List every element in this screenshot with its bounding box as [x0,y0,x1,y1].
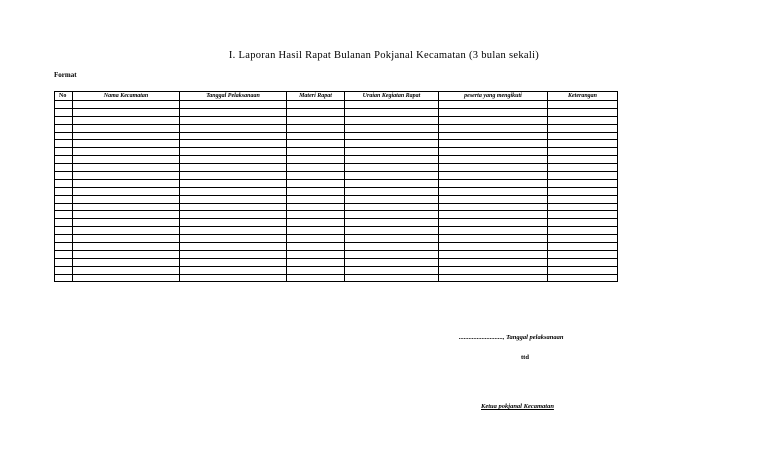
table-cell [73,164,180,172]
table-cell [345,101,439,109]
table-cell [73,156,180,164]
table-cell [345,211,439,219]
table-cell [287,250,345,258]
table-cell [73,195,180,203]
table-cell [439,140,548,148]
table-cell [439,179,548,187]
table-cell [73,140,180,148]
table-cell [180,179,287,187]
table-cell [287,219,345,227]
table-cell [55,250,73,258]
table-cell [73,219,180,227]
table-cell [548,187,618,195]
table-cell [345,219,439,227]
table-cell [345,124,439,132]
table-cell [439,116,548,124]
table-cell [287,164,345,172]
table-cell [55,203,73,211]
table-cell [73,187,180,195]
table-row [55,164,618,172]
column-header: peserta yang mengikuti [439,92,548,101]
table-cell [345,132,439,140]
table-cell [73,116,180,124]
table-cell [548,219,618,227]
table-cell [439,108,548,116]
table-cell [439,250,548,258]
table-cell [345,156,439,164]
document-title: I. Laporan Hasil Rapat Bulanan Pokjanal Kecamatan (3 bulan sekali) [228,50,540,61]
table-cell [55,140,73,148]
table-cell [55,266,73,274]
table-cell [73,274,180,282]
table-cell [287,187,345,195]
table-cell [287,156,345,164]
table-row [55,235,618,243]
table-cell [439,132,548,140]
table-cell [55,243,73,251]
table-cell [73,132,180,140]
table-row [55,101,618,109]
table-cell [180,258,287,266]
table-cell [73,124,180,132]
table-cell [439,227,548,235]
table-cell [73,235,180,243]
table-cell [287,203,345,211]
table-cell [55,124,73,132]
table-cell [345,195,439,203]
table-row [55,266,618,274]
table-cell [548,203,618,211]
table-cell [180,203,287,211]
table-cell [345,164,439,172]
table-row [55,250,618,258]
table-header-row [55,92,618,101]
table-cell [180,132,287,140]
table-cell [73,179,180,187]
table-cell [439,124,548,132]
table-cell [73,243,180,251]
table-cell [55,116,73,124]
table-cell [180,211,287,219]
table-cell [180,101,287,109]
table-cell [439,258,548,266]
table-cell [345,243,439,251]
table-cell [180,108,287,116]
table-row [55,172,618,180]
table-cell [180,266,287,274]
table-cell [548,116,618,124]
table-row [55,108,618,116]
table-cell [345,235,439,243]
column-header: No [55,92,73,101]
table-cell [55,164,73,172]
table-row [55,132,618,140]
table-cell [73,108,180,116]
signature-ttd: ttd [521,354,529,361]
table-cell [548,164,618,172]
table-cell [73,203,180,211]
table-cell [55,101,73,109]
report-table [54,91,618,282]
table-cell [439,172,548,180]
table-cell [55,179,73,187]
table-cell [180,243,287,251]
table-cell [180,140,287,148]
table-cell [73,101,180,109]
table-cell [345,227,439,235]
table-cell [55,148,73,156]
table-row [55,148,618,156]
table-cell [55,227,73,235]
table-cell [345,108,439,116]
table-cell [345,203,439,211]
table-cell [287,148,345,156]
table-cell [55,132,73,140]
table-cell [439,243,548,251]
table-cell [548,156,618,164]
table-cell [287,227,345,235]
table-cell [287,124,345,132]
table-row [55,203,618,211]
table-cell [287,101,345,109]
table-cell [287,116,345,124]
table-cell [287,258,345,266]
table-cell [180,172,287,180]
column-header: Nama Kecamatan [73,92,180,101]
table-cell [548,132,618,140]
column-header: Tanggal Pelaksanaan [180,92,287,101]
table-cell [287,132,345,140]
table-cell [439,235,548,243]
table-cell [548,108,618,116]
table-cell [287,108,345,116]
column-header: Materi Rapat [287,92,345,101]
table-cell [548,243,618,251]
table-cell [73,266,180,274]
table-cell [73,211,180,219]
table-cell [345,250,439,258]
table-row [55,274,618,282]
table-cell [548,266,618,274]
table-cell [439,148,548,156]
table-cell [55,187,73,195]
table-cell [180,116,287,124]
table-cell [287,211,345,219]
table-cell [548,235,618,243]
table-cell [548,227,618,235]
table-cell [55,274,73,282]
table-cell [287,195,345,203]
table-cell [548,101,618,109]
table-row [55,140,618,148]
table-cell [548,172,618,180]
column-header: Keterangan [548,92,618,101]
table-cell [180,124,287,132]
table-cell [180,156,287,164]
table-cell [345,116,439,124]
table-cell [345,187,439,195]
signature-name: Ketua pokjanal Kecamatan [481,403,554,410]
table-cell [287,243,345,251]
table-cell [55,258,73,266]
table-cell [439,101,548,109]
table-cell [55,219,73,227]
table-cell [548,258,618,266]
table-cell [345,266,439,274]
format-label: Format [54,71,77,79]
table-cell [73,250,180,258]
signature-date-line: ..........................., Tanggal pelaksanaan [459,334,564,341]
table-cell [439,187,548,195]
table-cell [439,203,548,211]
table-cell [548,124,618,132]
table-cell [439,274,548,282]
table-cell [55,195,73,203]
table-row [55,156,618,164]
table-cell [180,219,287,227]
table-cell [439,156,548,164]
table-cell [548,148,618,156]
table-cell [55,108,73,116]
table-cell [548,211,618,219]
table-cell [345,274,439,282]
table-row [55,179,618,187]
table-cell [55,211,73,219]
table-cell [180,274,287,282]
table-cell [287,274,345,282]
table-cell [439,195,548,203]
table-cell [73,258,180,266]
table-cell [287,140,345,148]
table-cell [55,235,73,243]
table-cell [548,250,618,258]
table-cell [287,172,345,180]
table-cell [345,258,439,266]
table-cell [73,227,180,235]
table-cell [345,140,439,148]
table-cell [287,266,345,274]
table-cell [55,172,73,180]
table-cell [180,250,287,258]
table-cell [287,235,345,243]
table-row [55,219,618,227]
table-cell [439,211,548,219]
table-row [55,211,618,219]
table-cell [345,148,439,156]
table-cell [73,148,180,156]
table-cell [180,187,287,195]
table-cell [180,164,287,172]
table-cell [180,235,287,243]
table-cell [439,164,548,172]
table-row [55,195,618,203]
table-cell [548,274,618,282]
table-cell [345,179,439,187]
table-cell [180,148,287,156]
table-cell [180,195,287,203]
table-row [55,124,618,132]
table-cell [180,227,287,235]
column-header: Uraian Kegiatan Rapat [345,92,439,101]
table-cell [345,172,439,180]
table-cell [439,219,548,227]
table-row [55,243,618,251]
table-row [55,116,618,124]
table-row [55,258,618,266]
table-cell [548,195,618,203]
table-cell [73,172,180,180]
table-row [55,227,618,235]
table-cell [287,179,345,187]
table-cell [439,266,548,274]
table-row [55,187,618,195]
table-cell [548,179,618,187]
table-cell [548,140,618,148]
table-cell [55,156,73,164]
